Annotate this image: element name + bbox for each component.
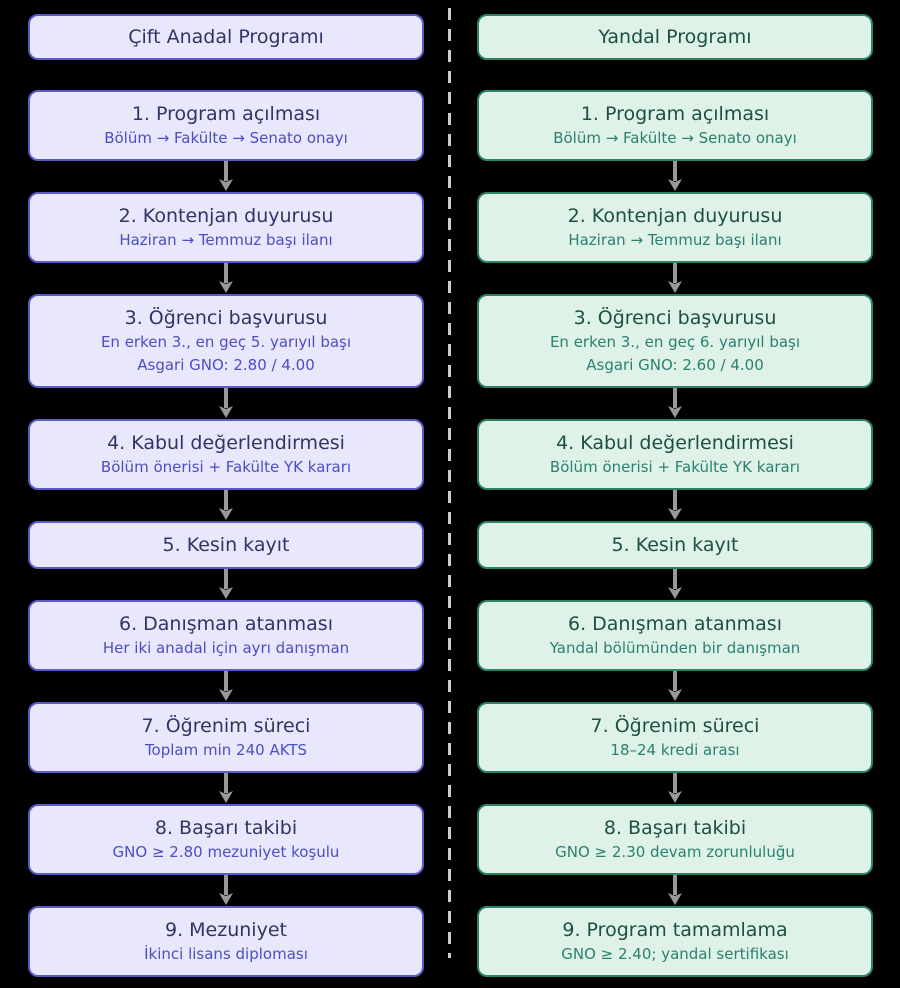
arrow-down-icon <box>477 875 873 906</box>
step-box-6 <box>28 600 424 671</box>
step-box-3 <box>28 294 424 388</box>
arrow-down-icon <box>477 773 873 804</box>
arrow-down-icon <box>477 569 873 600</box>
arrow-down-icon <box>477 388 873 419</box>
step-subtitle: 18–24 kredi arası <box>610 741 740 759</box>
arrow-down-icon <box>28 388 424 419</box>
step-subtitle: Haziran → Temmuz başı ilanı <box>119 231 333 249</box>
step-title: 5. Kesin kayıt <box>162 534 290 556</box>
step-title: 7. Öğrenim süreci <box>590 715 760 737</box>
arrow-down-icon <box>28 671 424 702</box>
header-gap <box>477 60 873 90</box>
column-title: Çift Anadal Programı <box>128 26 324 48</box>
step-title: 5. Kesin kayıt <box>611 534 739 556</box>
step-box-8 <box>477 804 873 875</box>
step-subtitle: Yandal bölümünden bir danışman <box>549 639 801 657</box>
step-box-1 <box>477 90 873 161</box>
step-subtitle: Haziran → Temmuz başı ilanı <box>568 231 782 249</box>
step-subtitle: Bölüm önerisi + Fakülte YK kararı <box>549 458 801 476</box>
step-subtitle: Asgari GNO: 2.80 / 4.00 <box>137 356 315 374</box>
step-title: 4. Kabul değerlendirmesi <box>107 432 345 454</box>
step-box-5 <box>28 521 424 569</box>
step-subtitle: İkinci lisans diploması <box>144 945 308 963</box>
step-title: 1. Program açılması <box>131 103 321 125</box>
column-divider <box>448 8 451 958</box>
step-title: 6. Danışman atanması <box>118 613 333 635</box>
column-cift-anadal <box>28 14 424 977</box>
column-header-cift-anadal <box>28 14 424 60</box>
arrow-down-icon <box>28 161 424 192</box>
step-box-1 <box>28 90 424 161</box>
step-subtitle: Bölüm önerisi + Fakülte YK kararı <box>100 458 352 476</box>
arrow-down-icon <box>28 773 424 804</box>
step-box-6 <box>477 600 873 671</box>
step-subtitle: Bölüm → Fakülte → Senato onayı <box>104 129 348 147</box>
step-title: 3. Öğrenci başvurusu <box>124 307 328 329</box>
arrow-down-icon <box>28 875 424 906</box>
step-title: 9. Mezuniyet <box>165 919 287 941</box>
step-subtitle: GNO ≥ 2.40; yandal sertifikası <box>561 945 789 963</box>
arrow-down-icon <box>28 569 424 600</box>
step-subtitle: En erken 3., en geç 5. yarıyıl başı <box>100 333 352 351</box>
step-title: 4. Kabul değerlendirmesi <box>556 432 794 454</box>
step-box-4 <box>477 419 873 490</box>
step-title: 3. Öğrenci başvurusu <box>573 307 777 329</box>
step-box-8 <box>28 804 424 875</box>
arrow-down-icon <box>477 263 873 294</box>
step-box-4 <box>28 419 424 490</box>
step-box-9 <box>28 906 424 977</box>
step-subtitle: Her iki anadal için ayrı danışman <box>102 639 350 657</box>
arrow-down-icon <box>28 263 424 294</box>
step-box-3 <box>477 294 873 388</box>
step-title: 2. Kontenjan duyurusu <box>118 205 334 227</box>
step-subtitle: Toplam min 240 AKTS <box>144 741 308 759</box>
column-header-yandal <box>477 14 873 60</box>
step-title: 1. Program açılması <box>580 103 770 125</box>
step-box-7 <box>477 702 873 773</box>
step-title: 8. Başarı takibi <box>154 817 298 839</box>
step-title: 9. Program tamamlama <box>562 919 788 941</box>
step-subtitle: En erken 3., en geç 6. yarıyıl başı <box>549 333 801 351</box>
column-yandal <box>477 14 873 977</box>
step-subtitle: Bölüm → Fakülte → Senato onayı <box>553 129 797 147</box>
step-subtitle: GNO ≥ 2.30 devam zorunluluğu <box>555 843 795 861</box>
step-box-9 <box>477 906 873 977</box>
step-box-2 <box>28 192 424 263</box>
step-box-5 <box>477 521 873 569</box>
header-gap <box>28 60 424 90</box>
step-subtitle: GNO ≥ 2.80 mezuniyet koşulu <box>112 843 340 861</box>
step-title: 2. Kontenjan duyurusu <box>567 205 783 227</box>
arrow-down-icon <box>477 490 873 521</box>
arrow-down-icon <box>477 161 873 192</box>
step-box-7 <box>28 702 424 773</box>
step-subtitle: Asgari GNO: 2.60 / 4.00 <box>586 356 764 374</box>
step-box-2 <box>477 192 873 263</box>
step-title: 6. Danışman atanması <box>567 613 782 635</box>
arrow-down-icon <box>28 490 424 521</box>
arrow-down-icon <box>477 671 873 702</box>
step-title: 8. Başarı takibi <box>603 817 747 839</box>
column-title: Yandal Programı <box>598 26 752 48</box>
step-title: 7. Öğrenim süreci <box>141 715 311 737</box>
